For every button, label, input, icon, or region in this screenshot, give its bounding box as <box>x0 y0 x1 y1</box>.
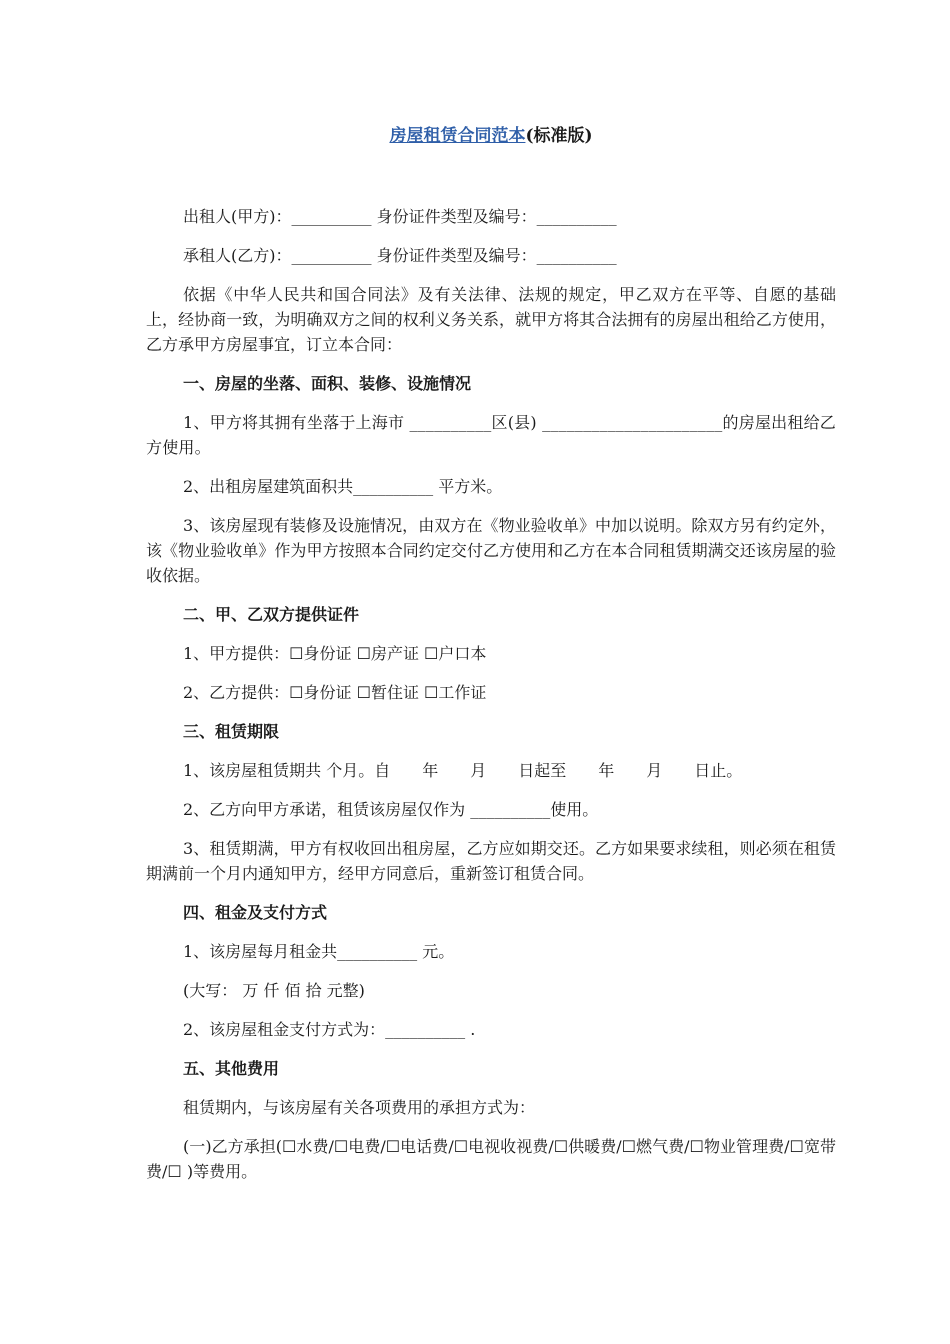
clause-paragraph: (一)乙方承担(☐水费/☐电费/☐电话费/☐电视收视费/☐供暖费/☐燃气费/☐物业管理费/☐宽带费/☐ )等费用。 <box>146 1137 836 1181</box>
section-heading: 三、租赁期限 <box>183 722 280 741</box>
clause-paragraph: 1、该房屋每月租金共__________ 元。 <box>183 942 455 961</box>
clause-paragraph: 2、乙方向甲方承诺，租赁该房屋仅作为 __________使用。 <box>183 800 599 819</box>
clause-paragraph: 2、该房屋租金支付方式为：__________ . <box>183 1020 476 1039</box>
section-heading: 一、房屋的坐落、面积、装修、设施情况 <box>183 374 472 393</box>
clause-paragraph: 3、租赁期满，甲方有权收回出租房屋，乙方应如期交还。乙方如果要求续租，则必须在租赁期满前一个月内通知甲方，经甲方同意后，重新签订租赁合同。 <box>146 839 836 883</box>
lessor-line: 出租人(甲方)：__________ 身份证件类型及编号：__________ <box>183 207 617 226</box>
section-heading: 五、其他费用 <box>183 1059 280 1078</box>
lessee-line: 承租人(乙方)：__________ 身份证件类型及编号：__________ <box>183 246 617 265</box>
preamble-paragraph: 依据《中华人民共和国合同法》及有关法律、法规的规定，甲乙双方在平等、自愿的基础上，经协商一致，为明确双方之间的权利义务关系，就甲方将其合法拥有的房屋出租给乙方使用，乙方承甲方房屋事宜，订立本合同： <box>146 285 836 354</box>
section-heading: 四、租金及支付方式 <box>183 903 328 922</box>
clause-paragraph: (大写： 万 仟 佰 拾 元整) <box>183 981 365 1000</box>
clause-paragraph: 2、出租房屋建筑面积共__________ 平方米。 <box>183 477 503 496</box>
title-suffix: (标准版) <box>525 126 593 146</box>
clause-paragraph: 1、甲方将其拥有坐落于上海市 __________区(县) ______________________的房屋出租给乙方使用。 <box>146 413 836 457</box>
title-link[interactable]: 房屋租赁合同范本 <box>389 126 526 146</box>
document-title <box>146 122 836 150</box>
clause-paragraph: 3、该房屋现有装修及设施情况，由双方在《物业验收单》中加以说明。除双方另有约定外，该《物业验收单》作为甲方按照本合同约定交付乙方使用和乙方在本合同租赁期满交还该房屋的验收依据。 <box>146 516 836 585</box>
clause-paragraph: 2、乙方提供：☐身份证 ☐暂住证 ☐工作证 <box>183 683 487 702</box>
clause-paragraph: 1、该房屋租赁期共 个月。自 年 月 日起至 年 月 日止。 <box>183 761 743 780</box>
clause-paragraph: 1、甲方提供：☐身份证 ☐房产证 ☐户口本 <box>183 644 487 663</box>
contract-page <box>146 122 836 1198</box>
clause-paragraph: 租赁期内，与该房屋有关各项费用的承担方式为： <box>183 1098 536 1117</box>
section-heading: 二、甲、乙双方提供证件 <box>183 605 360 624</box>
